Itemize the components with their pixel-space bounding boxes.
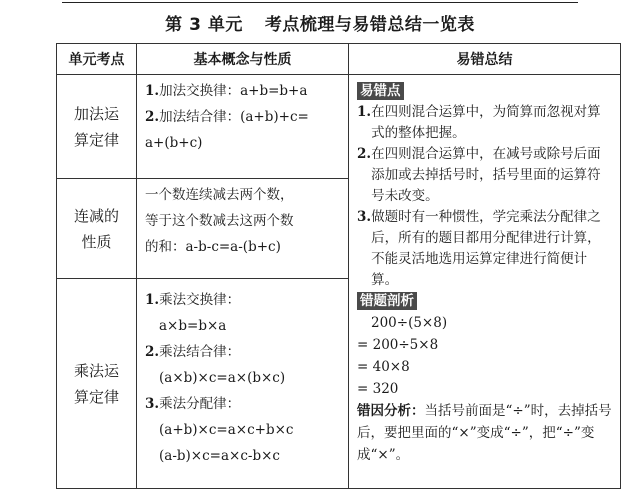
concept-addition bbox=[137, 75, 349, 179]
summary-table bbox=[56, 43, 621, 489]
topic-subtraction: 连减的 性质 bbox=[57, 179, 137, 279]
title-main: 考点梳理与易错总结一览表 bbox=[264, 15, 475, 35]
calc-line: 200÷(5×8) bbox=[371, 315, 448, 331]
errors-cell bbox=[349, 75, 621, 489]
header-row bbox=[57, 44, 621, 75]
reason: 错因分析：当括号前面是“÷”时，去掉括号后，要把里面的“×”变成“÷”，把“÷”变成“×”。 bbox=[357, 403, 612, 463]
concept-item: 等于这个数减去这两个数 bbox=[145, 213, 294, 229]
tag-error-analysis: 错题剖析 bbox=[357, 292, 417, 310]
concept-item: (a+b)×c=a×c+b×c bbox=[159, 422, 294, 438]
tag-error-points: 易错点 bbox=[357, 82, 404, 100]
error-point: 3. 做题时有一种惯性，学完乘法分配律之后，所有的题目都用分配律进行计算，不能灵活地选用运算定律进行简便计算。 bbox=[357, 209, 601, 288]
concept-item: 的和：a-b-c=a-(b+c) bbox=[145, 239, 281, 255]
calc-line: = 40×8 bbox=[357, 359, 410, 375]
concept-item: 一个数连续减去两个数， bbox=[145, 187, 294, 203]
concept-item: a+(b+c) bbox=[145, 135, 203, 151]
concept-item: 1.加法交换律：a+b=b+a bbox=[145, 83, 308, 99]
concept-subtraction bbox=[137, 179, 349, 279]
top-rule bbox=[62, 2, 578, 3]
concept-item: 2.加法结合律：(a+b)+c= bbox=[145, 109, 309, 125]
error-point: 2. 在四则混合运算中，在减号或除号后面添加或去掉括号时，括号里面的运算符号未改变。 bbox=[357, 146, 601, 204]
calc-line: = 200÷5×8 bbox=[357, 337, 439, 353]
concept-item: (a×b)×c=a×(b×c) bbox=[159, 370, 286, 386]
title-unit: 第 3 单元 bbox=[165, 15, 243, 35]
concept-item: 3.乘法分配律： bbox=[145, 396, 241, 412]
error-point: 1. 在四则混合运算中，为简算而忽视对算式的整体把握。 bbox=[357, 104, 601, 141]
concept-item: (a-b)×c=a×c-b×c bbox=[159, 448, 280, 464]
concept-item: a×b=b×a bbox=[159, 318, 227, 334]
header-topic: 单元考点 bbox=[57, 44, 137, 75]
header-errors: 易错总结 bbox=[349, 44, 621, 75]
calc-line: = 320 bbox=[357, 381, 399, 397]
topic-addition: 加法运 算定律 bbox=[57, 75, 137, 179]
concept-item: 1.乘法交换律： bbox=[145, 292, 241, 308]
concept-multiplication bbox=[137, 279, 349, 489]
row-addition bbox=[57, 75, 621, 179]
page-title bbox=[0, 10, 640, 35]
concept-item: 2.乘法结合律： bbox=[145, 344, 241, 360]
header-concept: 基本概念与性质 bbox=[137, 44, 349, 75]
topic-multiplication: 乘法运 算定律 bbox=[57, 279, 137, 489]
